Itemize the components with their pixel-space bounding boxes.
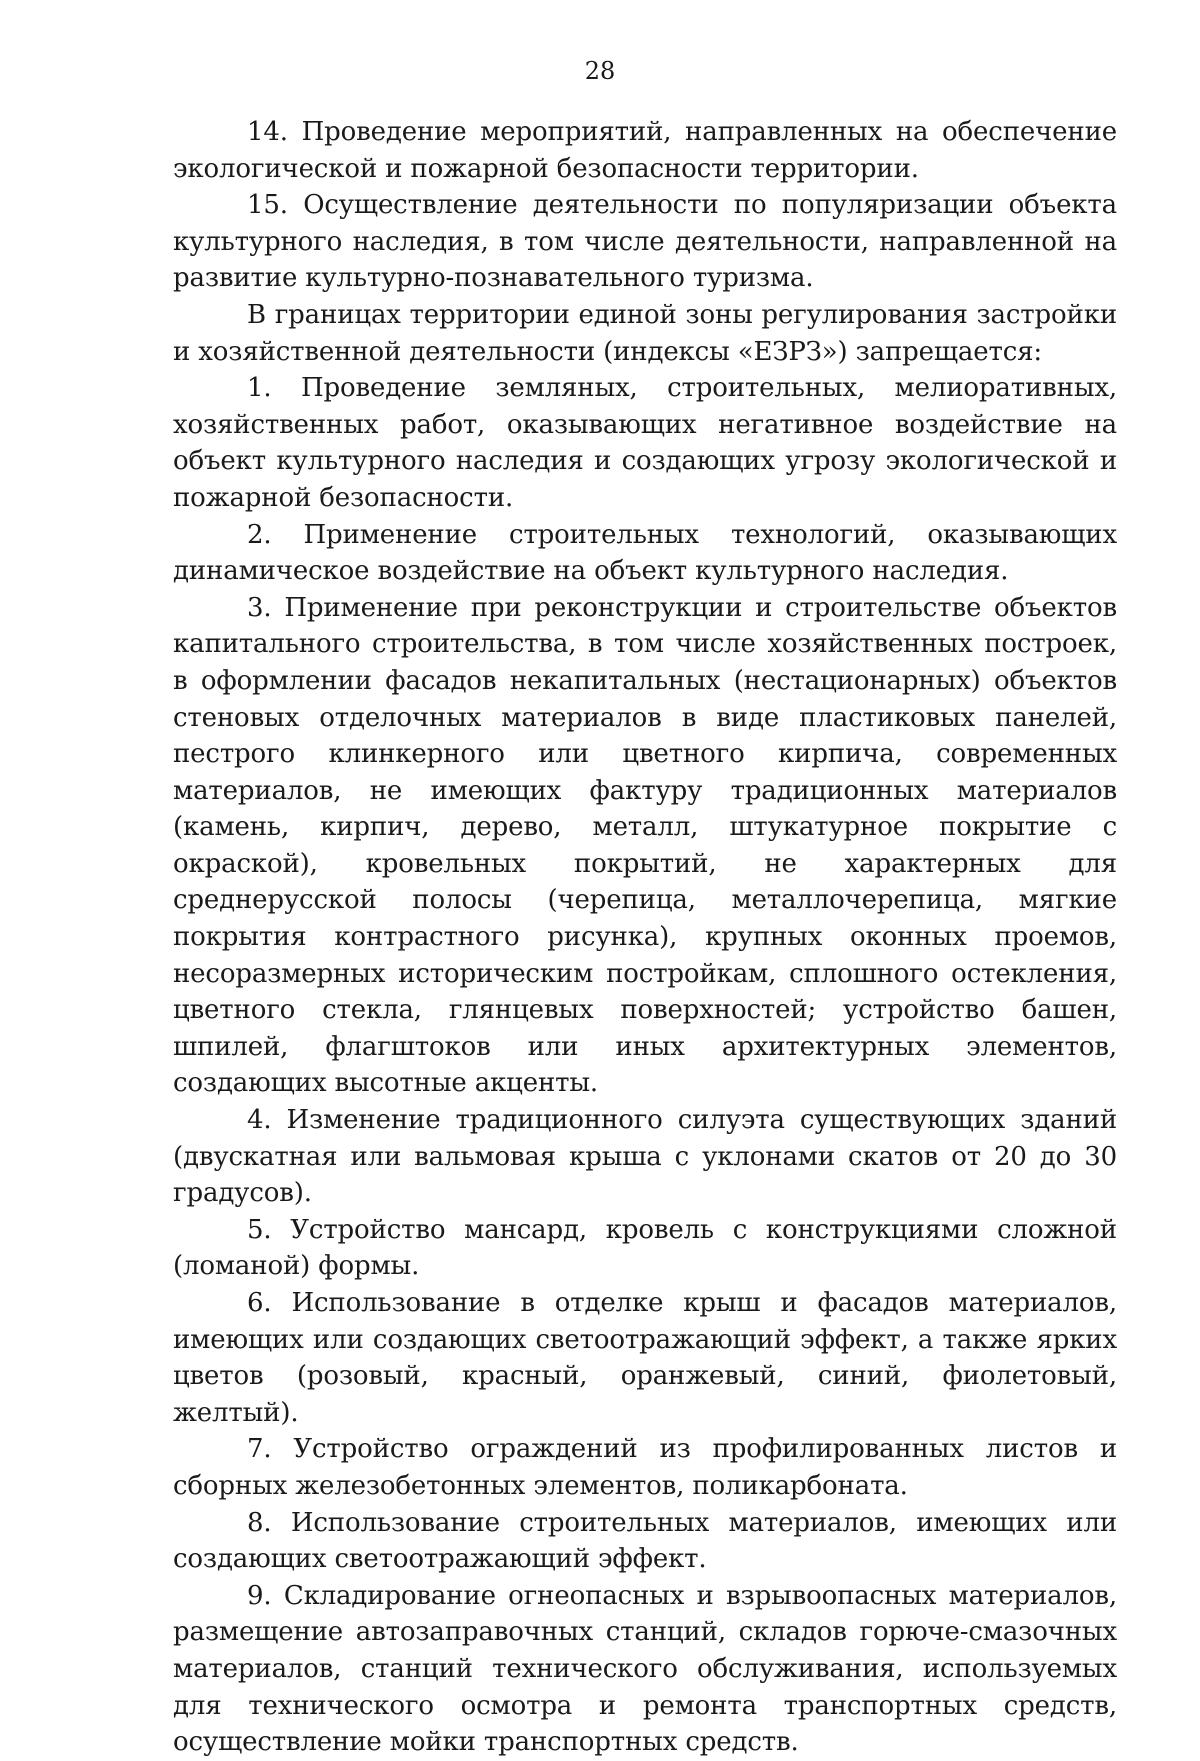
document-body [173,114,1117,1761]
paragraph-prohibition-7: 7. Устройство ограждений из профилированных листов и сборных железобетонных элементов, поликарбоната. [173,1434,1117,1501]
paragraph-prohibition-2: 2. Применение строительных технологий, оказывающих динамическое воздействие на объект культурного наследия. [173,519,1117,587]
paragraph-ezrz-intro: В границах территории единой зоны регулирования застройки и хозяйственной деятельности (индексы «ЕЗРЗ») запрещается: [173,299,1117,367]
paragraph-prohibition-3: 3. Применение при реконструкции и строительстве объектов капитального строительства, в том числе хозяйственных построек, в оформлении фасадов некапитальных (нестационарных) объектов стеновых отделочных материалов в виде пластиковых панелей, пестрого клинкерного или цветного кирпича, современных материалов, не имеющих фактуру традиционных материалов (камень, кирпич, дерево, металл, штукатурное покрытие с окраской), кровельных покрытий, не характерных для среднерусской полосы (черепица, металлочерепица, мягкие покрытия контрастного рисунка), крупных оконных проемов, несоразмерных историческим постройкам, сплошного остекления, цветного стекла, глянцевых поверхностей; устройство башен, шпилей, флагштоков или иных архитектурных элементов, создающих высотные акценты. [173,592,1117,1099]
paragraph-prohibition-8: 8. Использование строительных материалов, имеющих или создающих светоотражающий эффект. [173,1507,1117,1575]
paragraph-prohibition-1: 1. Проведение земляных, строительных, мелиоративных, хозяйственных работ, оказывающих негативное воздействие на объект культурного наследия и создающих угрозу экологической и пожарной безопасности. [173,373,1117,513]
paragraph-prohibition-6: 6. Использование в отделке крыш и фасадов материалов, имеющих или создающих светоотражающий эффект, а также ярких цветов (розовый, красный, оранжевый, синий, фиолетовый, желтый). [173,1288,1117,1428]
paragraph-prohibition-4: 4. Изменение традиционного силуэта существующих зданий (двускатная или вальмовая крыша с уклонами скатов от 20 до 30 градусов). [173,1105,1117,1209]
paragraph-prohibition-9: 9. Складирование огнеопасных и взрывоопасных материалов, размещение автозаправочных станций, складов горюче-смазочных материалов, станций технического обслуживания, используемых для технического осмотра и ремонта транспортных средств, осуществление мойки транспортных средств. [173,1580,1117,1758]
paragraph-item-15: 15. Осуществление деятельности по популяризации объекта культурного наследия, в том числе деятельности, направленной на развитие культурно-познавательного туризма. [173,190,1117,294]
page-number: 28 [584,57,616,85]
paragraph-item-14: 14. Проведение мероприятий, направленных на обеспечение экологической и пожарной безопасности территории. [173,117,1117,184]
paragraph-prohibition-5: 5. Устройство мансард, кровель с конструкциями сложной (ломаной) формы. [173,1214,1117,1282]
